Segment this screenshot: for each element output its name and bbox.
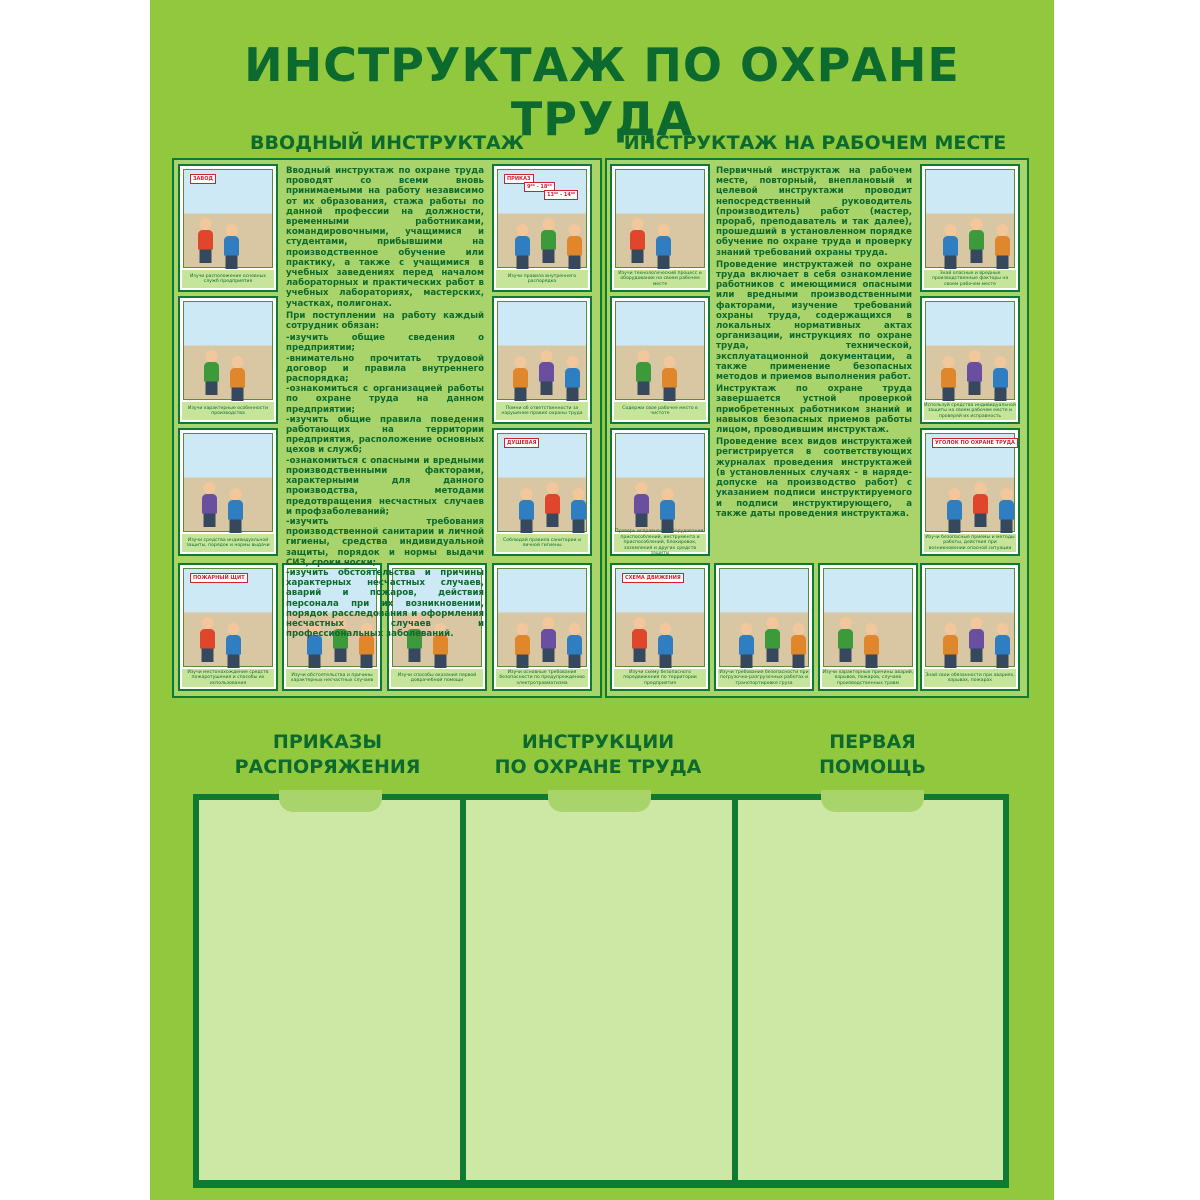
- illustration-caption: Изучи характерные особенности производства: [182, 402, 274, 420]
- intro-illustration: [492, 164, 592, 292]
- worker-figure-icon: [198, 218, 213, 263]
- illustration-caption: Содержи свое рабочее место в чистоте: [614, 402, 706, 420]
- worker-figure-icon: [515, 623, 530, 668]
- workplace-illustration: [610, 563, 710, 691]
- workplace-illustration: [920, 428, 1020, 556]
- pocket-title-line: ПРИКАЗЫ: [272, 731, 383, 753]
- workplace-paragraph: Инструктаж по охране труда завершается устной проверкой приобретенных работником знаний и навыков безопасных приемов работы лицом, проводившим инструктаж.: [716, 384, 912, 436]
- worker-figure-icon: [632, 617, 647, 662]
- intro-paragraph: При поступлении на работу каждый сотрудник обязан:: [286, 310, 484, 332]
- workplace-illustration: [920, 164, 1020, 292]
- intro-paragraph: -изучить общие правила поведения работающих на территории предприятия, расположение основных цехов и служб;: [286, 414, 484, 456]
- worker-figure-icon: [230, 356, 245, 401]
- workplace-text: [716, 166, 912, 556]
- worker-figure-icon: [943, 224, 958, 269]
- worker-figure-icon: [947, 488, 962, 533]
- worker-figure-icon: [999, 488, 1014, 533]
- illustration-caption: Изучи правила внутреннего распорядка: [496, 270, 588, 288]
- pocket-title-line: ПО ОХРАНЕ ТРУДА: [494, 756, 702, 778]
- scene-sign: ЗАВОД: [190, 174, 216, 184]
- worker-figure-icon: [765, 617, 780, 662]
- illustration-scene: [497, 568, 587, 667]
- workplace-paragraph: Проведение всех видов инструктажей регистрируется в соответствующих журналах проведения инструктажей (в установленных случаях - в наряде-допуске на производство работ) с указанием подписи инструктируемого и подписи инструктирующего, а также даты проведения инструктажа.: [716, 437, 912, 519]
- intro-paragraph: -изучить общие сведения о предприятии;: [286, 333, 484, 354]
- pocket-first-aid[interactable]: [738, 800, 1003, 1180]
- main-title: ИНСТРУКТАЖ ПО ОХРАНЕ ТРУДА: [244, 38, 960, 146]
- worker-figure-icon: [969, 218, 984, 263]
- workplace-illustration: [714, 563, 814, 691]
- illustration-caption: Изучи основные требования безопасности по предупреждению электротравматизма: [496, 669, 588, 687]
- illustration-caption: Знай опасные и вредные производственные факторы на своем рабочем месте: [924, 270, 1016, 288]
- illustration-caption: Помни об ответственности за нарушение правил охраны труда: [496, 402, 588, 420]
- illustration-scene: [925, 169, 1015, 268]
- workplace-illustration: [610, 164, 710, 292]
- illustration-caption: Изучи характерные причины аварий, взрывов, пожаров, случаев производственных травм: [822, 669, 914, 686]
- pocket-tab[interactable]: [548, 790, 651, 812]
- worker-figure-icon: [630, 218, 645, 263]
- illustration-caption: Изучи обстоятельства и причины характерных несчастных случаев: [286, 669, 378, 687]
- intro-illustration: [178, 296, 278, 424]
- illustration-caption: Изучи безопасные приемы и методы работы, действия при возникновении опасной ситуации: [925, 534, 1015, 551]
- worker-figure-icon: [224, 224, 239, 269]
- worker-figure-icon: [228, 488, 243, 533]
- intro-paragraph: Вводный инструктаж по охране труда проводят со всеми вновь принимаемыми на работу независимо от их образования, стажа работы по данной профессии на должности, временными работниками, командировочными, учащимися и студентами, прибывшими на производственное обучение или практику, а также с учащимися в учебных заведениях перед началом лабораторных и практических работ в учебных лабораториях, мастерских, участках, полигонах.: [286, 166, 484, 309]
- workplace-illustration: [610, 428, 710, 556]
- workplace-paragraph: Проведение инструктажей по охране труда включает в себя ознакомление работников с имеющимися опасными или вредными производственными факторами, изучение требований охраны труда, содержащихся в локальных нормативных актах организации, инструкциях по охране труда, технической, эксплуатационной документации, а также применение безопасных методов и приемов выполнения работ.: [716, 259, 912, 383]
- worker-figure-icon: [571, 488, 586, 533]
- illustration-scene: [615, 301, 705, 400]
- worker-figure-icon: [541, 617, 556, 662]
- scene-sign: СХЕМА ДВИЖЕНИЯ: [622, 573, 684, 583]
- intro-text: [286, 166, 484, 640]
- intro-illustration: [492, 296, 592, 424]
- illustration-caption: Используй средства индивидуальной защиты на своем рабочем месте и проверяй их исправность: [924, 402, 1016, 419]
- illustration-caption: Изучи средства индивидуальной защиты, порядок и нормы выдачи: [182, 534, 274, 552]
- worker-figure-icon: [967, 350, 982, 395]
- intro-illustration: [178, 164, 278, 292]
- intro-paragraph: -изучить обстоятельства и причины характерных несчастных случаев, аварий и пожаров, действия персонала при их возникновении, порядок расследования и оформления несчастных случаев и профессиональных заболеваний.: [286, 567, 484, 640]
- worker-figure-icon: [838, 617, 853, 662]
- illustration-scene: [497, 433, 587, 532]
- illustration-caption: Изучи способы оказания первой доврачебной помощи: [391, 669, 483, 687]
- worker-figure-icon: [739, 623, 754, 668]
- intro-illustration: [492, 428, 592, 556]
- section-title-workplace: ИНСТРУКТАЖ НА РАБОЧЕМ МЕСТЕ: [623, 132, 1007, 154]
- pocket-title-line: ПЕРВАЯ: [829, 731, 916, 753]
- intro-illustration: [492, 563, 592, 691]
- worker-figure-icon: [941, 356, 956, 401]
- illustration-scene: [719, 568, 809, 667]
- pocket-title-orders: [210, 730, 445, 780]
- illustration-scene: [183, 568, 273, 667]
- pocket-orders[interactable]: [199, 800, 460, 1180]
- worker-figure-icon: [995, 623, 1010, 668]
- intro-paragraph: -ознакомиться с организацией работы по охране труда на данном предприятии;: [286, 384, 484, 415]
- worker-figure-icon: [204, 350, 219, 395]
- worker-figure-icon: [993, 356, 1008, 401]
- intro-illustration: [178, 428, 278, 556]
- worker-figure-icon: [567, 623, 582, 668]
- worker-figure-icon: [995, 224, 1010, 269]
- worker-figure-icon: [515, 224, 530, 269]
- pocket-title-line: РАСПОРЯЖЕНИЯ: [234, 756, 421, 778]
- illustration-caption: приспособлений, инструмента и приспособлений, блокировок, заземления и других средств защиты: [614, 534, 706, 552]
- illustration-scene: [823, 568, 913, 667]
- illustration-caption: Изучи схему безопасного передвижения по территории предприятия: [614, 669, 706, 687]
- illustration-caption: Соблюдай правила санитарии и личной гигиены: [496, 534, 588, 552]
- scene-sign: ДУШЕВАЯ: [504, 438, 539, 448]
- scene-sign: 9⁰⁰ - 18⁰⁰: [524, 182, 555, 192]
- illustration-scene: [615, 169, 705, 268]
- workplace-illustration: [920, 563, 1020, 691]
- pocket-tab[interactable]: [279, 790, 382, 812]
- worker-figure-icon: [943, 623, 958, 668]
- illustration-scene: [497, 169, 587, 268]
- illustration-scene: [183, 433, 273, 532]
- intro-paragraph: -изучить требования производственной санитарии и личной гигиены, средства индивидуальной защиты, порядок и нормы выдачи СИЗ, сроки носки;: [286, 516, 484, 568]
- pocket-title-line: ИНСТРУКЦИИ: [521, 731, 675, 753]
- worker-figure-icon: [791, 623, 806, 668]
- illustration-caption: Изучи технологический процесс и оборудование на своем рабочем месте: [614, 270, 706, 288]
- worker-figure-icon: [636, 350, 651, 395]
- illustration-scene: [497, 301, 587, 400]
- worker-figure-icon: [519, 488, 534, 533]
- worker-figure-icon: [634, 482, 649, 527]
- pocket-tab[interactable]: [821, 790, 924, 812]
- worker-figure-icon: [513, 356, 528, 401]
- illustration-caption: Изучи местонахождение средств пожаротушения и способы их использования: [182, 669, 274, 687]
- pocket-title-instructions: [478, 730, 718, 780]
- workplace-paragraph: Первичный инструктаж на рабочем месте, повторный, внеплановый и целевой инструктажи проводит непосредственный руководитель (производитель) работ (мастер, прораб, преподаватель и так далее), прошедший в установленном порядке обучение по охране труда и проверку знаний требований охраны труда.: [716, 166, 912, 258]
- illustration-scene: [615, 568, 705, 667]
- worker-figure-icon: [545, 482, 560, 527]
- illustration-caption: Изучи требования безопасности при погрузочно-разгрузочных работах и транспортировке груза: [719, 669, 809, 686]
- pocket-title-first-aid: [760, 730, 985, 780]
- scene-sign: 13⁰⁰ - 14⁰⁰: [544, 190, 578, 200]
- worker-figure-icon: [565, 356, 580, 401]
- workplace-illustration: [610, 296, 710, 424]
- worker-figure-icon: [662, 356, 677, 401]
- worker-figure-icon: [973, 482, 988, 527]
- illustration-scene: [183, 301, 273, 400]
- pocket-instructions[interactable]: [466, 800, 732, 1180]
- workplace-illustration: [920, 296, 1020, 424]
- scene-sign: УГОЛОК ПО ОХРАНЕ ТРУДА: [932, 438, 1018, 448]
- illustration-scene: [925, 568, 1015, 667]
- pocket-title-line: ПОМОЩЬ: [819, 756, 926, 778]
- intro-illustration: [178, 563, 278, 691]
- workplace-illustration: [818, 563, 918, 691]
- worker-figure-icon: [567, 224, 582, 269]
- worker-figure-icon: [200, 617, 215, 662]
- worker-figure-icon: [202, 482, 217, 527]
- illustration-scene: [925, 433, 1015, 532]
- worker-figure-icon: [864, 623, 879, 668]
- worker-figure-icon: [658, 623, 673, 668]
- intro-paragraph: -внимательно прочитать трудовой договор и правила внутреннего распорядка;: [286, 353, 484, 385]
- worker-figure-icon: [541, 218, 556, 263]
- worker-figure-icon: [226, 623, 241, 668]
- illustration-caption: Изучи расположение основных служб предприятия: [182, 270, 274, 288]
- illustration-scene: [925, 301, 1015, 400]
- scene-sign: ПРИКАЗ: [504, 174, 534, 184]
- worker-figure-icon: [969, 617, 984, 662]
- worker-figure-icon: [656, 224, 671, 269]
- worker-figure-icon: [539, 350, 554, 395]
- illustration-scene: [183, 169, 273, 268]
- intro-paragraph: -ознакомиться с опасными и вредными производственными факторами, характерными для данного производства, методами предотвращения несчастных случаев и профзаболеваний;: [286, 455, 484, 517]
- worker-figure-icon: [660, 488, 675, 533]
- scene-sign: ПОЖАРНЫЙ ЩИТ: [190, 573, 248, 583]
- illustration-scene: [615, 433, 705, 532]
- section-title-intro: ВВОДНЫЙ ИНСТРУКТАЖ: [250, 132, 524, 154]
- illustration-caption: Знай свои обязанности при авариях, взрывах, пожарах: [924, 669, 1016, 687]
